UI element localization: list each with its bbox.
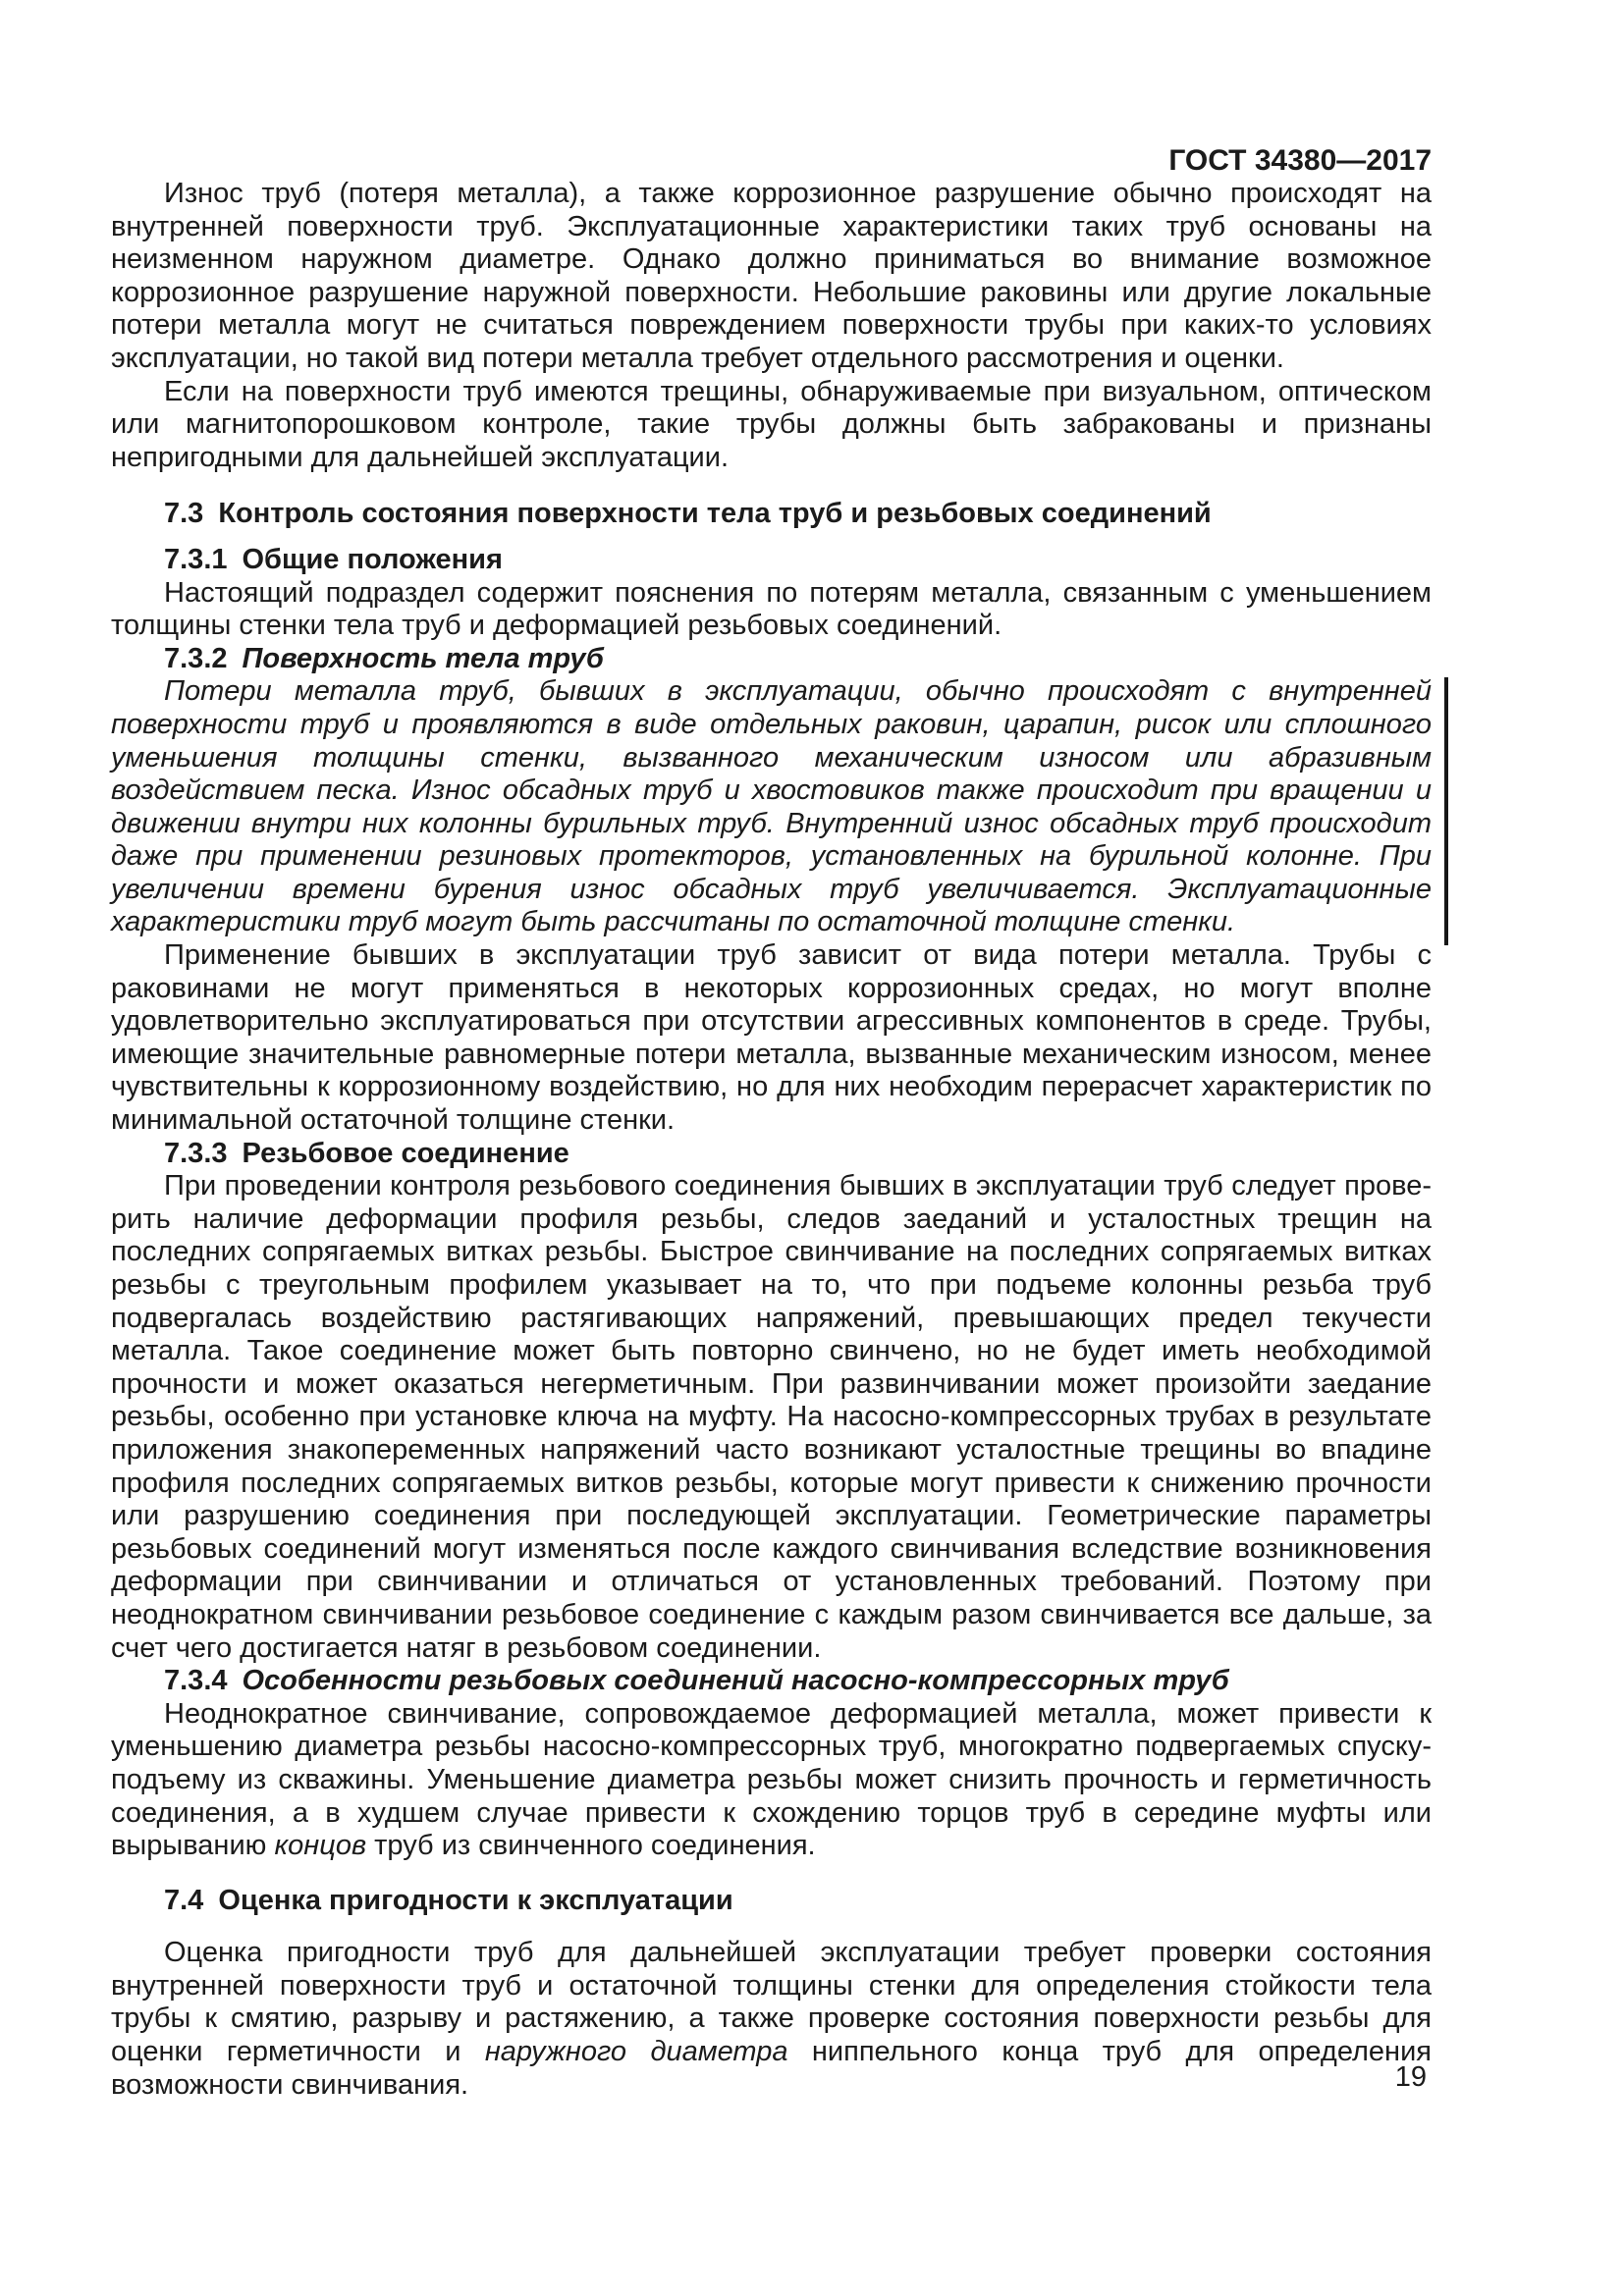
paragraph (111, 577, 1432, 643)
heading-number: 7.3.1 (164, 543, 228, 575)
heading-number: 7.4 (164, 1884, 204, 1916)
heading-number: 7.3 (164, 498, 204, 530)
text-run: Потери металла труб, бывших в эксплуатации, обычно происходят с внутренней поверхности труб и проявляются в виде отдельных раковин, царапин, рисок или сплошного уменьшения толщины стенки, вызванного механическим износом или абразивным воздействием песка. Износ обсадных труб и хвостовиков также происходит при вращении и движении внутри них колонны бурильных труб. Внутренний износ обсадных труб происходит даже при применении резиновых протекторов, установленных на бурильной колонне. При увеличении времени бурения износ обсадных труб увеличивается. Эксплуатационные характеристики труб могут быть рассчитаны по остаточной толщине стенки. (111, 675, 1432, 938)
text-run: Оценка пригодности труб для дальнейшей эксплуатации требует проверки состояния внутренней поверхности труб и остаточной толщины стенки для определения стойкости тела трубы к смятию, разрыву и растяжению, а также проверке состояния поверхности резьбы для оценки герметичности и (111, 1937, 1432, 2068)
heading-7.3.1 (111, 544, 1432, 577)
text-run: Неоднократное свинчивание, сопровождаемое деформацией металла, может привести к уменьшению диаметра резьбы насосно-компрессорных труб, многократно подвергаемых спуску-подъему из скважины. Уменьшение диаметра резьбы может снизить прочность и герметичность соединения, а в худшем случае привести к схождению торцов труб в середине муфты или вырыванию (111, 1697, 1432, 1862)
text-run: ниппельного конца труб для определения возможности свинчивания. (111, 2036, 1432, 2101)
paragraph-change-marked (111, 675, 1432, 939)
heading-title: Особенности резьбовых соединений насосно-компрессорных труб (242, 1665, 1229, 1697)
heading-7.3.2 (111, 643, 1432, 676)
text-run: труб из свинченного соединения. (366, 1830, 816, 1862)
heading-title: Общие положения (242, 543, 503, 575)
text-run: наружного диаметра (484, 2036, 788, 2068)
paragraph (111, 939, 1432, 1138)
heading-number: 7.3.4 (164, 1665, 228, 1697)
document-content (111, 0, 1432, 2102)
paragraph (111, 178, 1432, 376)
text-run: концов (274, 1830, 367, 1862)
text-run: Применение бывших в эксплуатации труб зависит от вида потери металла. Трубы с раковинами не могут применяться в некоторых коррозионных средах, но могут вполне удовлетворительно эксплуатироваться при отсутствии агрессивных компонентов в среде. Трубы, имеющие значительные равномерные потери металла, вызванные механическим износом, менее чувствительны к коррозионному воздействию, но для них необходим перерасчет характеристик по минимальной остаточной толщине стенки. (111, 939, 1432, 1137)
text-run: Износ труб (потеря металла), а также коррозионное разрушение обычно происходят на внутренней поверхности труб. Эксплуатационные характеристики таких труб основаны на неизменном наружном диаметре. Однако должно приниматься во внимание возможное коррозионное разрушение наружной поверхности. Небольшие раковины или другие локальные потери металла могут не считаться повреждением поверхности трубы при каких-то условиях эксплуатации, но такой вид потери металла требует отдельного рассмотрения и оценки. (111, 178, 1432, 374)
paragraph (111, 376, 1432, 475)
text-run: Если на поверхности труб имеются трещины, обнаруживаемые при визуальном, оптическом или магнитопорошковом контроле, такие трубы должны быть забракованы и признаны непригодными для дальнейшей эксплуатации. (111, 375, 1432, 473)
paragraph (111, 1698, 1432, 1863)
heading-title: Оценка пригодности к эксплуатации (218, 1884, 733, 1916)
standard-code-header: ГОСТ 34380—2017 (1168, 144, 1432, 177)
change-bar-marker (1444, 677, 1448, 945)
heading-title: Контроль состояния поверхности тела труб и резьбовых соединений (218, 498, 1212, 530)
document-body (111, 178, 1432, 2102)
paragraph (111, 1170, 1432, 1665)
heading-7.4 (111, 1885, 1432, 1918)
heading-title: Поверхность тела труб (242, 642, 604, 674)
heading-number: 7.3.3 (164, 1137, 228, 1169)
heading-7.3.3 (111, 1138, 1432, 1171)
heading-7.3.4 (111, 1665, 1432, 1698)
heading-title: Резьбовое соединение (242, 1137, 569, 1169)
page-number: 19 (1394, 2061, 1427, 2093)
heading-7.3 (111, 498, 1432, 531)
text-run: При проведении контроля резьбового соединения бывших в эксплуатации труб следует проверить наличие деформации профиля резьбы, следов заеданий и усталостных трещин на последних сопрягаемых витках резьбы. Быстрое свинчивание на последних сопрягаемых витках резьбы с треугольным профилем указывает на то, что при подъеме колонны резьба труб подвергалась воздействию растягивающих напряжений, превышающих предел текучести металла. Такое соединение может быть повторно свинчено, но не будет иметь необходимой прочности и может оказаться негерметичным. При развинчивании может произойти заедание резьбы, особенно при установке ключа на муфту. На насосно-компрессорных трубах в результате приложения знакопеременных напряжений часто возникают усталостные трещины во впадине профиля последних сопрягаемых витков резьбы, которые могут привести к снижению прочности или разрушению соединения при последующей эксплуатации. Геометрические параметры резьбовых соединений могут изменяться после каждого свинчивания вследствие возникновения деформации при свинчивании и отличаться от установленных требований. Поэтому при неоднократном свинчивании резьбовое соединение с каждым разом свинчивается все дальше, за счет чего достигается натяг в резьбовом соединении. (111, 1170, 1432, 1664)
heading-number: 7.3.2 (164, 642, 228, 674)
text-run: Настоящий подраздел содержит пояснения по потерям металла, связанным с уменьшением толщины стенки тела труб и деформацией резьбовых соединений. (111, 576, 1432, 642)
